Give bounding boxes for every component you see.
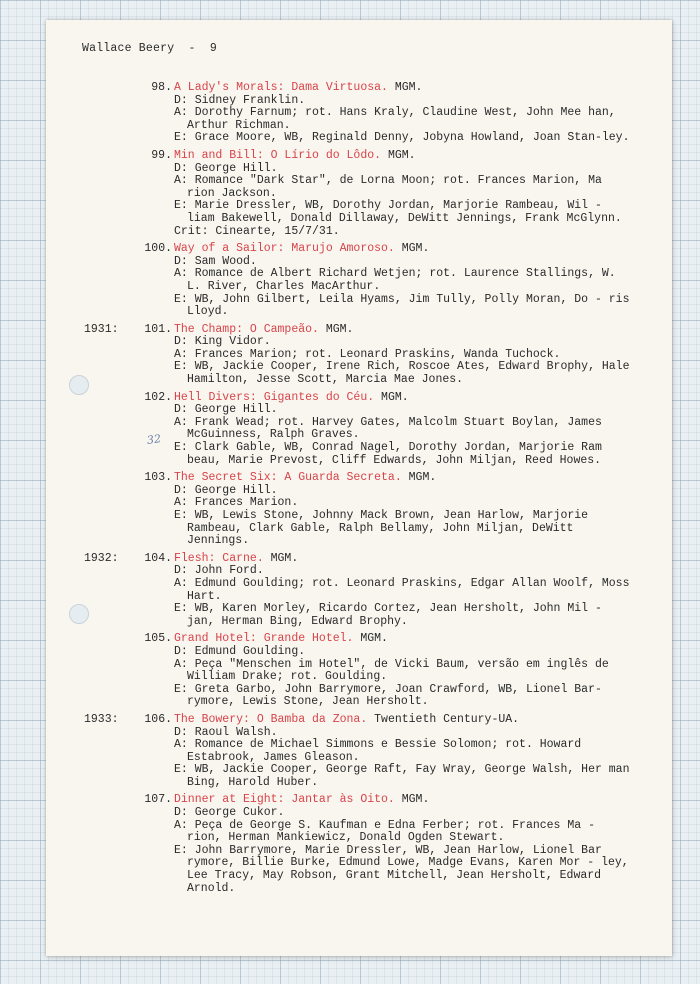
film-entry	[46, 794, 672, 895]
entry-body	[174, 553, 636, 629]
credit-line: D: King Vidor.	[174, 335, 271, 349]
credit-line: E: WB, Jackie Cooper, George Raft, Fay Wray, George Walsh, Her man Bing, Harold Huber.	[174, 763, 630, 789]
film-studio: MGM.	[325, 322, 354, 336]
entry-title-line	[174, 82, 636, 95]
film-studio: MGM.	[381, 390, 409, 404]
film-title: A Lady's Morals: Dama Virtuosa.	[174, 81, 388, 94]
credit-line: A: Frances Marion.	[174, 496, 299, 510]
film-studio: MGM.	[408, 471, 437, 485]
credit-line: D: Raoul Walsh.	[174, 725, 278, 739]
entry-body	[174, 82, 636, 145]
film-title: Dinner at Eight: Jantar às Oito.	[174, 793, 395, 807]
entry-number: 100.	[144, 242, 172, 256]
film-title: Grand Hotel: Grande Hotel.	[174, 632, 354, 646]
credit-line: D: George Hill.	[174, 483, 278, 497]
entry-number: 107.	[144, 793, 172, 807]
handwritten-margin-note: 32	[146, 432, 162, 447]
credit-line: E: Clark Gable, WB, Conrad Nagel, Dorothy Jordan, Marjorie Ram beau, Marie Prevost, Cliff Edwards, John Miljan, Reed Howes.	[174, 441, 602, 467]
film-entry	[46, 392, 672, 468]
film-title: Flesh: Carne.	[174, 551, 264, 565]
credit-line: D: George Hill.	[174, 161, 278, 175]
credit-line: A: Romance "Dark Star", de Lorna Moon; rot. Frances Marion, Ma rion Jackson.	[174, 174, 602, 200]
film-entry	[46, 553, 672, 629]
entry-body	[174, 633, 636, 709]
entry-year: 1932:	[84, 551, 119, 565]
credit-line: E: Greta Garbo, John Barrymore, Joan Crawford, WB, Lionel Bar- rymore, Lewis Stone, Jean Hersholt.	[174, 682, 602, 709]
film-title: The Champ: O Campeão.	[174, 322, 319, 336]
entry-number: 98.	[151, 81, 172, 94]
typewritten-page	[46, 20, 672, 956]
credit-line: A: Frank Wead; rot. Harvey Gates, Malcolm Stuart Boylan, James McGuinness, Ralph Graves.	[174, 415, 602, 442]
entry-title-line	[174, 472, 636, 485]
entry-number: 103.	[144, 471, 172, 485]
credit-line: D: John Ford.	[174, 564, 264, 578]
film-entry	[46, 714, 672, 790]
credit-line: E: WB, Lewis Stone, Johnny Mack Brown, Jean Harlow, Marjorie Rambeau, Clark Gable, Ralph Bellamy, John Miljan, DeWitt Jennings.	[174, 509, 589, 548]
film-entry	[46, 243, 672, 319]
film-studio: MGM.	[387, 148, 416, 162]
entry-year: 1933:	[84, 712, 119, 726]
entry-body	[174, 150, 636, 238]
film-studio: MGM.	[360, 632, 388, 646]
credit-line: D: Edmund Goulding.	[174, 644, 306, 658]
credit-line: D: Sidney Franklin.	[174, 93, 306, 107]
credit-line: A: Peça "Menschen im Hotel", de Vicki Baum, versão em inglês de William Drake; rot. Goulding.	[174, 657, 609, 684]
credit-line: D: Sam Wood.	[174, 254, 257, 268]
entry-title-line	[174, 150, 636, 163]
film-title: The Secret Six: A Guarda Secreta.	[174, 471, 402, 485]
entry-number: 102.	[144, 390, 172, 404]
credit-line: Crit: Cinearte, 15/7/31.	[174, 224, 340, 238]
film-entry	[46, 472, 672, 548]
entry-number: 105.	[144, 632, 172, 646]
credit-line: A: Frances Marion; rot. Leonard Praskins, Wanda Tuchock.	[174, 347, 561, 361]
film-title: The Bowery: O Bamba da Zona.	[174, 712, 368, 726]
credit-line: A: Peça de George S. Kaufman e Edna Ferber; rot. Frances Ma - rion, Herman Mankiewicz, Donald Ogden Stewart.	[174, 818, 595, 845]
entry-number: 104.	[144, 551, 172, 565]
credit-line: D: George Cukor.	[174, 806, 285, 820]
entry-body	[174, 324, 636, 387]
entry-number: 101.	[144, 322, 172, 336]
credit-line: D: George Hill.	[174, 403, 278, 417]
film-studio: Twentieth Century-UA.	[374, 712, 520, 726]
credit-line: E: Grace Moore, WB, Reginald Denny, Jobyna Howland, Joan Stan-ley.	[174, 131, 630, 145]
entry-body	[174, 243, 636, 319]
entry-body	[174, 714, 636, 790]
entry-title-line	[174, 714, 636, 727]
film-entry	[46, 633, 672, 709]
entry-body	[174, 472, 636, 548]
entry-year: 1931:	[84, 322, 119, 336]
film-entry	[46, 150, 672, 238]
entry-body	[174, 794, 636, 895]
entry-body	[174, 392, 636, 468]
credit-line: A: Romance de Michael Simmons e Bessie Solomon; rot. Howard Estabrook, James Gleason.	[174, 738, 582, 764]
credit-line: A: Dorothy Farnum; rot. Hans Kraly, Claudine West, John Mee han, Arthur Richman.	[174, 106, 616, 132]
credit-line: E: WB, Karen Morley, Ricardo Cortez, Jean Hersholt, John Mil - jan, Herman Bing, Edward Brophy.	[174, 602, 602, 628]
film-entry	[46, 82, 672, 145]
credit-line: E: WB, John Gilbert, Leila Hyams, Jim Tully, Polly Moran, Do - ris Lloyd.	[174, 292, 630, 319]
credit-line: E: Marie Dressler, WB, Dorothy Jordan, Marjorie Rambeau, Wil - liam Bakewell, Donald Dillaway, DeWitt Jennings, Frank McGlynn.	[174, 199, 622, 225]
film-title: Way of a Sailor: Marujo Amoroso.	[174, 242, 395, 256]
film-studio: MGM.	[401, 242, 430, 256]
film-entry	[46, 324, 672, 387]
film-title: Min and Bill: O Lírio do Lôdo.	[174, 148, 382, 162]
film-studio: MGM.	[270, 551, 299, 565]
page-header: Wallace Beery - 9	[82, 42, 217, 55]
credit-line: E: WB, Jackie Cooper, Irene Rich, Roscoe Ates, Edward Brophy, Hale Hamilton, Jesse Scott, Marcia Mae Jones.	[174, 360, 630, 387]
entry-number: 99.	[151, 148, 172, 162]
film-title: Hell Divers: Gigantes do Céu.	[174, 390, 375, 404]
credit-line: E: John Barrymore, Marie Dressler, WB, Jean Harlow, Lionel Bar rymore, Billie Burke, Edmund Lowe, Madge Evans, Karen Mor - ley, Lee Tracy, May Robson, Grant Mitchell, Jean Hersholt, Edward Arnold.	[174, 843, 629, 895]
film-studio: MGM.	[401, 793, 430, 807]
entry-title-line	[174, 243, 636, 256]
credit-line: A: Romance de Albert Richard Wetjen; rot. Laurence Stallings, W. L. River, Charles MacArthur.	[174, 267, 616, 293]
filmography-list	[46, 82, 672, 900]
film-studio: MGM.	[394, 81, 423, 94]
entry-number: 106.	[144, 712, 172, 726]
credit-line: A: Edmund Goulding; rot. Leonard Praskins, Edgar Allan Woolf, Moss Hart.	[174, 576, 630, 603]
